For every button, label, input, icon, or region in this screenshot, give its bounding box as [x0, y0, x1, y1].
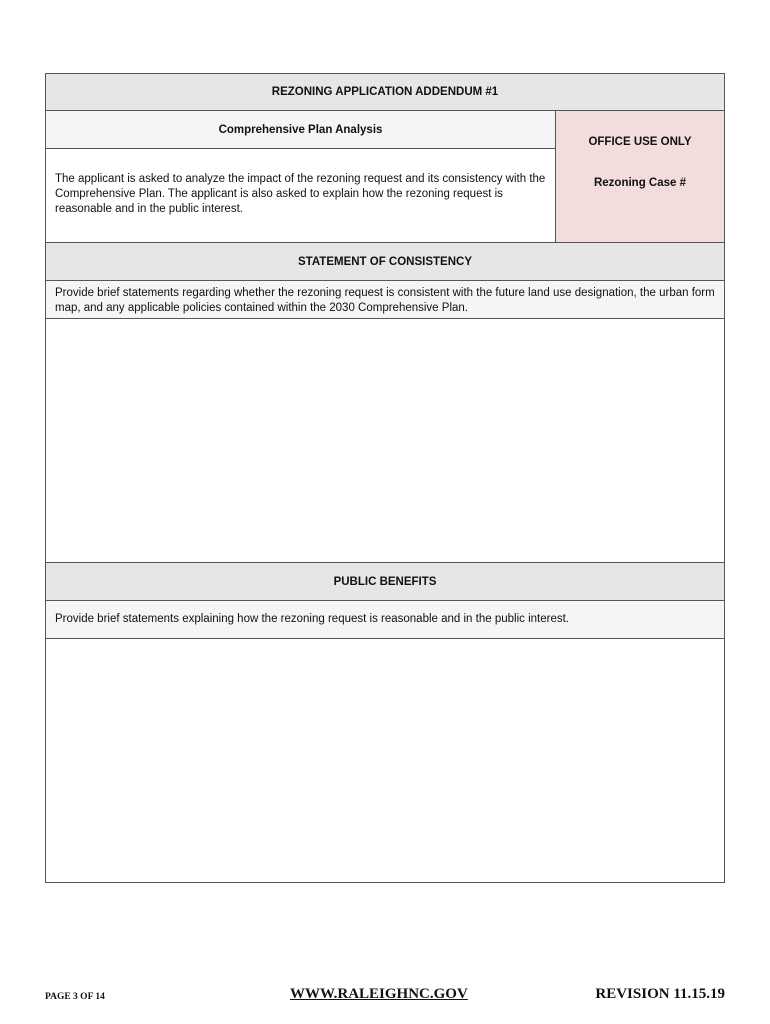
page-number: PAGE 3 OF 14 [45, 992, 105, 1002]
consistency-heading: STATEMENT OF CONSISTENCY [46, 243, 724, 281]
consistency-response-field[interactable] [46, 319, 724, 563]
comprehensive-plan-instructions: The applicant is asked to analyze the impact of the rezoning request and its consistency with the Comprehensive Plan. The applicant is also asked to explain how the rezoning request is reasonable and in the public interest. [46, 149, 556, 243]
rezoning-addendum-form [45, 73, 725, 883]
page-footer [0, 986, 770, 1006]
public-benefits-instructions: Provide brief statements explaining how the rezoning request is reasonable and in the public interest. [46, 601, 724, 639]
consistency-instructions: Provide brief statements regarding whether the rezoning request is consistent with the future land use designation, the urban form map, and any applicable policies contained within the 2030 Comprehensive Plan. [46, 281, 724, 319]
office-use-only-box [556, 111, 724, 243]
form-title: REZONING APPLICATION ADDENDUM #1 [46, 74, 724, 111]
comprehensive-plan-heading: Comprehensive Plan Analysis [46, 111, 556, 149]
public-benefits-response-field[interactable] [46, 639, 724, 882]
office-use-heading: OFFICE USE ONLY [588, 136, 692, 148]
rezoning-case-label: Rezoning Case # [593, 177, 687, 189]
website-link[interactable]: WWW.RALEIGHNC.GOV [290, 986, 468, 1002]
revision-label: REVISION 11.15.19 [595, 986, 725, 1002]
public-benefits-heading: PUBLIC BENEFITS [46, 563, 724, 601]
